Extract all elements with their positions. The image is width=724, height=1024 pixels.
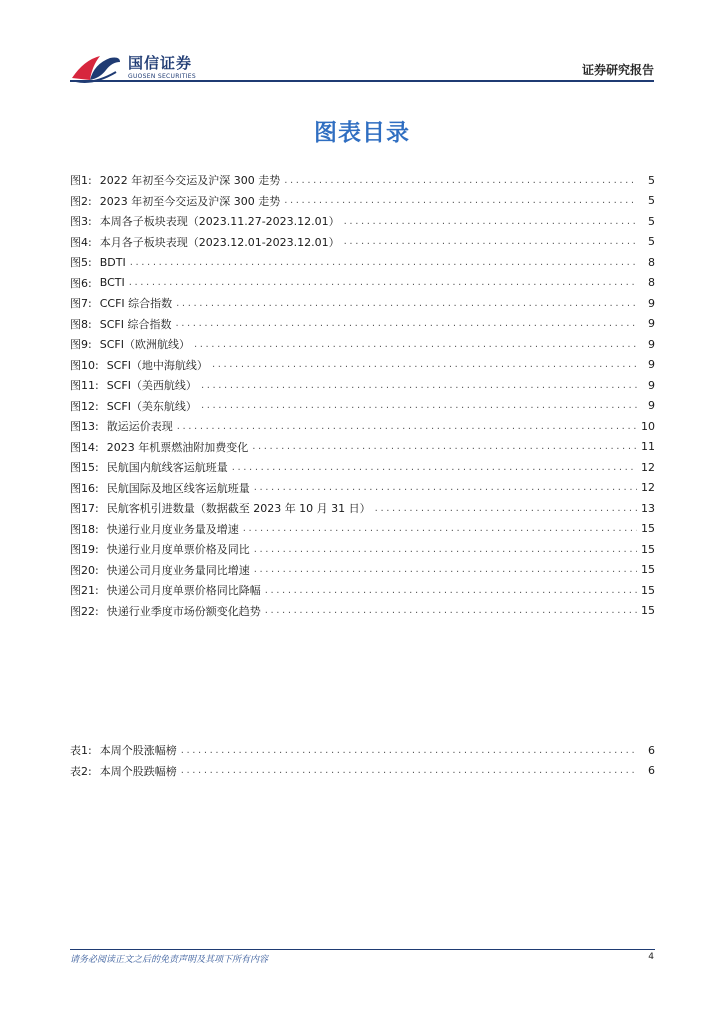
figure-title: 本周各子板块表现（2023.11.27-2023.12.01）: [99, 215, 340, 229]
figure-title: 散运运价表现: [106, 420, 173, 434]
figure-page-number: 9: [648, 378, 655, 392]
leader-dots: [232, 462, 637, 473]
leader-dots: [265, 585, 637, 596]
figure-title: BCTI: [99, 276, 125, 290]
leader-dots: [344, 216, 637, 227]
figure-title: 民航国内航线客运航班量: [106, 461, 228, 475]
figure-label: 图1:: [70, 174, 92, 188]
figure-entry[interactable]: [70, 580, 655, 601]
figure-title: 快递行业月度业务量及增速: [106, 522, 239, 536]
figure-page-number: 15: [641, 542, 655, 556]
figure-title: 快递行业月度单票价格及同比: [106, 543, 250, 557]
figure-title: 快递公司月度单票价格同比降幅: [106, 584, 261, 598]
table-title: 本周个股跌幅榜: [99, 764, 177, 778]
figure-label: 图9:: [70, 338, 92, 352]
figure-title: SCFI（欧洲航线）: [99, 338, 190, 352]
figure-page-number: 8: [648, 276, 655, 290]
figure-label: 图12:: [70, 399, 99, 413]
figure-entry[interactable]: [70, 211, 655, 232]
figure-entry[interactable]: [70, 437, 655, 458]
leader-dots: [130, 257, 637, 268]
figure-entry[interactable]: [70, 375, 655, 396]
figure-label: 图16:: [70, 481, 99, 495]
leader-dots: [254, 544, 637, 555]
figure-title: 2023 年机票燃油附加费变化: [106, 440, 249, 454]
figure-title: 民航客机引进数量（数据截至 2023 年 10 月 31 日）: [106, 502, 371, 516]
page-title: 图表目录: [314, 120, 410, 146]
figure-label: 图21:: [70, 584, 99, 598]
figure-title: CCFI 综合指数: [99, 297, 173, 311]
leader-dots: [284, 175, 637, 186]
figure-page-number: 15: [641, 604, 655, 618]
figure-title: BDTI: [99, 255, 126, 269]
figure-page-number: 5: [648, 173, 655, 187]
figure-entry[interactable]: [70, 396, 655, 417]
table-title: 本周个股涨幅榜: [99, 744, 177, 758]
figure-title: 民航国际及地区线客运航班量: [106, 481, 250, 495]
figure-page-number: 11: [641, 440, 655, 454]
figure-page-number: 9: [648, 358, 655, 372]
figure-entry[interactable]: [70, 252, 655, 273]
figure-page-number: 8: [648, 255, 655, 269]
figure-label: 图6:: [70, 276, 92, 290]
leader-dots: [344, 236, 637, 247]
figure-title: 本月各子板块表现（2023.12.01-2023.12.01）: [99, 235, 340, 249]
figure-entry[interactable]: [70, 232, 655, 253]
figure-label: 图17:: [70, 502, 99, 516]
figure-entry[interactable]: [70, 478, 655, 499]
figure-entry[interactable]: [70, 314, 655, 335]
leader-dots: [129, 277, 637, 288]
leader-dots: [181, 745, 637, 756]
table-page-number: 6: [648, 764, 655, 778]
figure-title: 2022 年初至今交运及沪深 300 走势: [99, 174, 281, 188]
leader-dots: [254, 564, 637, 575]
figure-page-number: 15: [641, 522, 655, 536]
leader-dots: [201, 400, 637, 411]
figure-entry[interactable]: [70, 355, 655, 376]
figure-index-list: [70, 170, 655, 621]
figure-entry[interactable]: [70, 334, 655, 355]
leader-dots: [175, 318, 637, 329]
figure-page-number: 12: [641, 460, 655, 474]
leader-dots: [375, 503, 637, 514]
leader-dots: [212, 359, 637, 370]
figure-page-number: 12: [641, 481, 655, 495]
table-entry[interactable]: [70, 761, 655, 782]
figure-entry[interactable]: [70, 293, 655, 314]
figure-entry[interactable]: [70, 191, 655, 212]
figure-title: SCFI（地中海航线）: [106, 358, 208, 372]
figure-entry[interactable]: [70, 560, 655, 581]
table-entry[interactable]: [70, 740, 655, 761]
leader-dots: [254, 482, 637, 493]
leader-dots: [243, 523, 637, 534]
page-header: [0, 0, 724, 90]
figure-label: 图14:: [70, 440, 99, 454]
figure-entry[interactable]: [70, 273, 655, 294]
leader-dots: [265, 605, 637, 616]
figure-label: 图20:: [70, 563, 99, 577]
figure-entry[interactable]: [70, 519, 655, 540]
figure-entry[interactable]: [70, 539, 655, 560]
figure-label: 图4:: [70, 235, 92, 249]
figure-page-number: 10: [641, 419, 655, 433]
leader-dots: [176, 298, 637, 309]
logo-english-name: GUOSEN SECURITIES: [128, 73, 197, 80]
figure-page-number: 9: [648, 296, 655, 310]
leader-dots: [252, 441, 637, 452]
figure-title: 快递公司月度业务量同比增速: [106, 563, 250, 577]
figure-entry[interactable]: [70, 416, 655, 437]
figure-label: 图2:: [70, 194, 92, 208]
figure-label: 图11:: [70, 379, 99, 393]
figure-page-number: 5: [648, 235, 655, 249]
leader-dots: [177, 421, 637, 432]
figure-page-number: 9: [648, 317, 655, 331]
footer-divider: [70, 949, 655, 950]
figure-entry[interactable]: [70, 498, 655, 519]
table-page-number: 6: [648, 743, 655, 757]
figure-title: SCFI（美西航线）: [106, 379, 197, 393]
leader-dots: [201, 380, 637, 391]
figure-label: 图22:: [70, 604, 99, 618]
figure-page-number: 13: [641, 501, 655, 515]
figure-label: 图7:: [70, 297, 92, 311]
figure-page-number: 15: [641, 583, 655, 597]
figure-entry[interactable]: [70, 457, 655, 478]
report-type-label: 证券研究报告: [581, 63, 654, 77]
figure-page-number: 15: [641, 563, 655, 577]
figure-label: 图15:: [70, 461, 99, 475]
figure-entry[interactable]: [70, 601, 655, 622]
figure-label: 图8:: [70, 317, 92, 331]
table-label: 表1:: [70, 744, 92, 758]
leader-dots: [284, 195, 637, 206]
figure-title: SCFI 综合指数: [99, 317, 172, 331]
figure-label: 图5:: [70, 256, 92, 270]
figure-title: 快递行业季度市场份额变化趋势: [106, 604, 261, 618]
figure-page-number: 9: [648, 337, 655, 351]
figure-label: 图10:: [70, 358, 99, 372]
logo-chinese-name: 国信证券: [128, 54, 193, 72]
figure-label: 图18:: [70, 522, 99, 536]
table-label: 表2:: [70, 764, 92, 778]
figure-page-number: 9: [648, 399, 655, 413]
figure-entry[interactable]: [70, 170, 655, 191]
leader-dots: [181, 765, 637, 776]
figure-label: 图3:: [70, 215, 92, 229]
figure-title: 2023 年初至今交运及沪深 300 走势: [99, 194, 281, 208]
page-number: 4: [648, 952, 654, 962]
table-index-list: [70, 740, 655, 781]
leader-dots: [194, 339, 637, 350]
figure-label: 图13:: [70, 420, 99, 434]
figure-label: 图19:: [70, 543, 99, 557]
header-divider: [70, 80, 654, 82]
figure-title: SCFI（美东航线）: [106, 399, 197, 413]
figure-page-number: 5: [648, 214, 655, 228]
footer-disclaimer[interactable]: 请务必阅读正文之后的免责声明及其项下所有内容: [70, 955, 269, 965]
figure-page-number: 5: [648, 194, 655, 208]
